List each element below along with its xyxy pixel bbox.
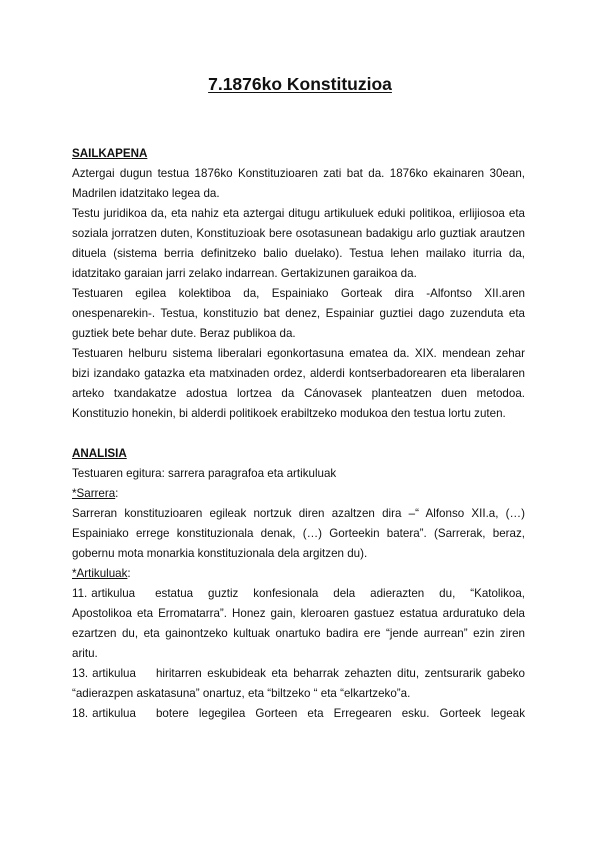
- article-entry: [72, 704, 525, 724]
- artikuluak-colon: :: [127, 567, 131, 580]
- article-entry: [72, 664, 525, 704]
- article-label: artikulua: [92, 667, 136, 680]
- sarrera-label: *Sarrera: [72, 487, 116, 500]
- paragraph: Testu juridikoa da, eta nahiz eta aztergai ditugu artikuluek eduki politikoa, erlijiosoa eta soziala jorratzen duten, Konstituzioak bere osotasunean badakigu arlo guztiak arautzen dituela (sistema berria definitzeko balio duelako). Testua lehen mailako iturria da, idatzitako garaian jarri zelako indarrean. Gertakizunen garaikoa da.: [72, 207, 525, 280]
- article-text: estatua guztiz konfesionala dela adierazten du, “Katolikoa,: [155, 587, 525, 600]
- article-number: 13.: [72, 667, 89, 680]
- subheading-artikuluak: [72, 564, 525, 584]
- artikuluak-label: *Artikuluak: [72, 567, 128, 580]
- paragraph: Sarreran konstituzioaren egileak nortzuk diren azaltzen dira –“ Alfonso XII.a, (…) Espainiako errege konstituzionala denak, (…) Gorteekin batera”. (Sarrerak, beraz, gobernu mota monarkia konstituzionala dela argitzen du).: [72, 507, 525, 560]
- article-label: artikulua: [91, 587, 136, 600]
- paragraph: Aztergai dugun testua 1876ko Konstituzioaren zati bat da. 1876ko ekainaren 30ean, Madrilen idatzitako legea da.: [72, 167, 525, 200]
- sarrera-colon: :: [115, 487, 119, 500]
- article-number: 18.: [72, 707, 89, 720]
- document-body: [72, 144, 525, 724]
- page-title: 7.1876ko Konstituzioa: [208, 74, 392, 94]
- subheading-sarrera: [72, 484, 525, 504]
- paragraph: Testuaren egitura: sarrera paragrafoa eta artikuluak: [72, 467, 337, 480]
- paragraph: Testuaren egilea kolektiboa da, Espainiako Gorteak dira -Alfontso XII.aren onespenarekin-. Testua, konstituzio bat denez, Espainiar guztiei dago zuzenduta eta guztiek bete behar dute. Beraz publikoa da.: [72, 287, 525, 340]
- section-heading-sailkapena: SAILKAPENA: [72, 147, 148, 160]
- article-text: botere legegilea Gorteen eta Erregearen esku. Gorteek legeak: [155, 707, 525, 720]
- article-text-continued: “adierazpen askatasuna” onartuz, eta “biltzeko “ eta “elkartzeko”a.: [72, 687, 411, 700]
- article-entry: [72, 584, 525, 664]
- article-label: artikulua: [92, 707, 136, 720]
- article-number: 11.: [72, 587, 88, 600]
- paragraph: Testuaren helburu sistema liberalari egonkortasuna ematea da. XIX. mendean zehar bizi izandako gatazka eta matxinaden ordez, alderdi kontserbadorearen eta liberalaren arteko txandakatze adostua lortzea da Cánovasek planteatzen duen metodoa. Konstituzio honekin, bi alderdi politikoek erabiltzeko modukoa den testua lortu zuten.: [72, 347, 525, 420]
- spacer: [72, 424, 525, 444]
- section-heading-analisia: ANALISIA: [72, 447, 127, 460]
- article-text: hiritarren eskubideak eta beharrak zehazten ditu, zentsurarik gabeko: [155, 667, 525, 680]
- article-text-continued: Apostolikoa eta Erromatarra”. Honez gain, kleroaren gastuez estatua arduratuko dela ezartzen du, eta gainontzeko kultuak onartuko badira ere “jende aurrean” ezin ziren aritu.: [72, 607, 525, 660]
